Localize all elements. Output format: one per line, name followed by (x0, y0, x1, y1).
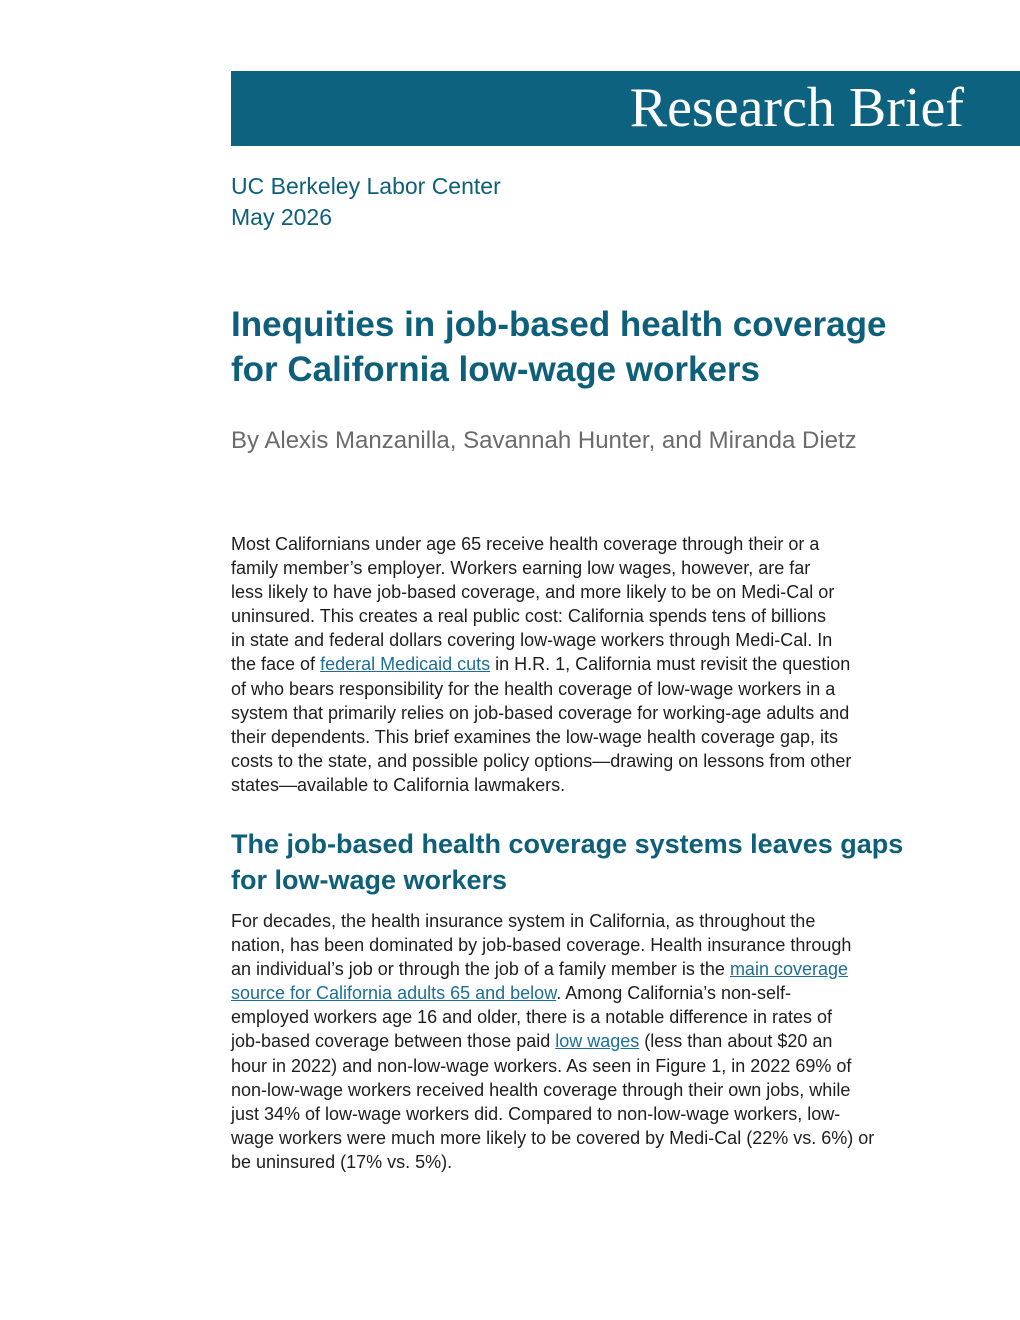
text-fragment: . Among California’s non-self- (556, 983, 791, 1004)
text-line: system that primarily relies on job-based coverage for working-age adults and (231, 702, 850, 723)
title-line-1: Inequities in job-based health coverage (231, 305, 887, 344)
text-line: employed workers age 16 and older, there is a notable difference in rates of (231, 1007, 833, 1028)
byline: By Alexis Manzanilla, Savannah Hunter, and Miranda Dietz (231, 427, 857, 454)
text-line (231, 981, 951, 1005)
text-fragment: an individual’s job or through the job of a family member is the (231, 959, 730, 980)
text-line: uninsured. This creates a real public cost: California spends tens of billions (231, 606, 826, 627)
text-line: less likely to have job-based coverage, and more likely to be on Medi-Cal or (231, 582, 835, 603)
organization-name: UC Berkeley Labor Center (231, 173, 501, 199)
research-brief-banner (231, 71, 1020, 146)
text-line: wage workers were much more likely to be covered by Medi-Cal (22% vs. 6%) or (231, 1127, 875, 1148)
text-line: costs to the state, and possible policy options—drawing on lessons from other (231, 750, 852, 771)
text-line (231, 652, 951, 676)
text-line: of who bears responsibility for the health coverage of low-wage workers in a (231, 678, 836, 699)
text-line: family member’s employer. Workers earning low wages, however, are far (231, 558, 811, 579)
text-line: just 34% of low-wage workers did. Compared to non-low-wage workers, low- (231, 1103, 841, 1124)
page-title (231, 302, 991, 392)
section-paragraph (231, 909, 951, 1174)
text-fragment: in H.R. 1, California must revisit the question (490, 654, 851, 675)
text-line: Most Californians under age 65 receive health coverage through their or a (231, 534, 820, 554)
publication-meta (231, 171, 501, 233)
main-coverage-source-link[interactable]: source for California adults 65 and below (231, 983, 557, 1004)
section-heading-line-1: The job-based health coverage systems leaves gaps (231, 829, 904, 859)
text-line: in state and federal dollars covering low-wage workers through Medi-Cal. In (231, 630, 833, 651)
intro-paragraph (231, 532, 951, 797)
text-fragment: job-based coverage between those paid (231, 1031, 556, 1052)
text-line: their dependents. This brief examines the low-wage health coverage gap, its (231, 726, 839, 747)
text-line: hour in 2022) and non-low-wage workers. As seen in Figure 1, in 2022 69% of (231, 1055, 852, 1076)
publication-date: May 2026 (231, 204, 333, 230)
text-line (231, 1029, 951, 1053)
banner-title: Research Brief (629, 77, 964, 139)
text-line: states—available to California lawmakers. (231, 774, 566, 795)
section-heading (231, 826, 991, 898)
text-line: non-low-wage workers received health coverage through their own jobs, while (231, 1079, 851, 1100)
text-line: nation, has been dominated by job-based coverage. Health insurance through (231, 935, 852, 956)
title-line-2: for California low-wage workers (231, 350, 760, 389)
federal-medicaid-cuts-link[interactable]: federal Medicaid cuts (320, 654, 491, 675)
text-fragment: (less than about $20 an (639, 1031, 833, 1052)
section-heading-line-2: for low-wage workers (231, 865, 508, 895)
text-line: be uninsured (17% vs. 5%). (231, 1151, 453, 1172)
text-fragment: the face of (231, 654, 321, 675)
low-wages-link[interactable]: low wages (555, 1031, 640, 1052)
main-coverage-source-link[interactable]: main coverage (729, 959, 849, 980)
text-line: For decades, the health insurance system in California, as throughout the (231, 911, 816, 931)
text-line (231, 957, 951, 981)
